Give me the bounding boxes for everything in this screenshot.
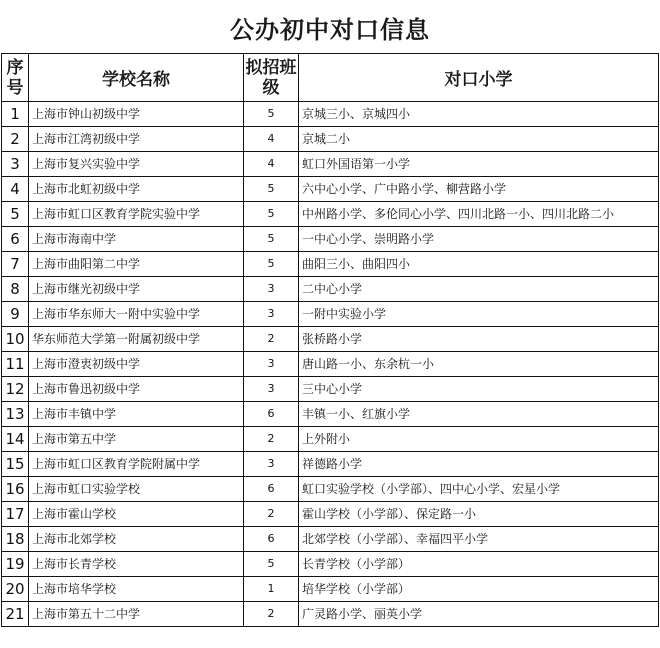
row-school-name: 上海市霍山学校 xyxy=(29,502,244,527)
table-row xyxy=(2,202,659,227)
table-row xyxy=(2,577,659,602)
row-seq: 5 xyxy=(2,202,29,227)
row-planned-classes: 4 xyxy=(244,127,299,152)
row-feeder-primary: 广灵路小学、丽英小学 xyxy=(299,602,659,627)
row-feeder-primary: 虹口外国语第一小学 xyxy=(299,152,659,177)
row-feeder-primary: 虹口实验学校（小学部）、四中心小学、宏星小学 xyxy=(299,477,659,502)
row-planned-classes: 6 xyxy=(244,527,299,552)
row-planned-classes: 1 xyxy=(244,577,299,602)
row-school-name: 上海市第五十二中学 xyxy=(29,602,244,627)
table-row xyxy=(2,102,659,127)
row-school-name: 上海市虹口区教育学院附属中学 xyxy=(29,452,244,477)
row-seq: 8 xyxy=(2,277,29,302)
row-feeder-primary: 京城二小 xyxy=(299,127,659,152)
table-row xyxy=(2,527,659,552)
row-planned-classes: 5 xyxy=(244,227,299,252)
row-feeder-primary: 北郊学校（小学部）、幸福四平小学 xyxy=(299,527,659,552)
row-feeder-primary: 一中心小学、崇明路小学 xyxy=(299,227,659,252)
row-feeder-primary: 张桥路小学 xyxy=(299,327,659,352)
row-seq: 3 xyxy=(2,152,29,177)
table-row xyxy=(2,452,659,477)
row-planned-classes: 3 xyxy=(244,302,299,327)
row-school-name: 上海市曲阳第二中学 xyxy=(29,252,244,277)
table-row xyxy=(2,327,659,352)
row-school-name: 上海市澄衷初级中学 xyxy=(29,352,244,377)
school-table xyxy=(1,53,659,627)
table-row xyxy=(2,402,659,427)
row-seq: 15 xyxy=(2,452,29,477)
table-row xyxy=(2,602,659,627)
row-seq: 11 xyxy=(2,352,29,377)
table-row xyxy=(2,477,659,502)
row-seq: 19 xyxy=(2,552,29,577)
row-planned-classes: 5 xyxy=(244,177,299,202)
row-feeder-primary: 唐山路一小、东余杭一小 xyxy=(299,352,659,377)
row-school-name: 上海市江湾初级中学 xyxy=(29,127,244,152)
row-feeder-primary: 祥德路小学 xyxy=(299,452,659,477)
table-row xyxy=(2,152,659,177)
table-row xyxy=(2,277,659,302)
row-planned-classes: 5 xyxy=(244,102,299,127)
table-row xyxy=(2,427,659,452)
row-feeder-primary: 丰镇一小、红旗小学 xyxy=(299,402,659,427)
row-seq: 4 xyxy=(2,177,29,202)
row-school-name: 上海市北郊学校 xyxy=(29,527,244,552)
row-seq: 13 xyxy=(2,402,29,427)
row-seq: 16 xyxy=(2,477,29,502)
row-school-name: 上海市北虹初级中学 xyxy=(29,177,244,202)
table-row xyxy=(2,502,659,527)
table-row xyxy=(2,302,659,327)
row-planned-classes: 5 xyxy=(244,202,299,227)
row-school-name: 上海市虹口实验学校 xyxy=(29,477,244,502)
table-row xyxy=(2,127,659,152)
row-planned-classes: 2 xyxy=(244,502,299,527)
row-seq: 7 xyxy=(2,252,29,277)
row-school-name: 上海市长青学校 xyxy=(29,552,244,577)
row-planned-classes: 5 xyxy=(244,252,299,277)
row-seq: 9 xyxy=(2,302,29,327)
row-school-name: 上海市丰镇中学 xyxy=(29,402,244,427)
row-seq: 10 xyxy=(2,327,29,352)
row-school-name: 上海市继光初级中学 xyxy=(29,277,244,302)
row-planned-classes: 3 xyxy=(244,452,299,477)
row-school-name: 上海市鲁迅初级中学 xyxy=(29,377,244,402)
row-seq: 6 xyxy=(2,227,29,252)
row-feeder-primary: 京城三小、京城四小 xyxy=(299,102,659,127)
page-title: 公办初中对口信息 xyxy=(230,15,430,44)
row-planned-classes: 6 xyxy=(244,402,299,427)
row-feeder-primary: 一附中实验小学 xyxy=(299,302,659,327)
header-feeder-primary: 对口小学 xyxy=(299,54,659,102)
row-planned-classes: 3 xyxy=(244,277,299,302)
row-planned-classes: 4 xyxy=(244,152,299,177)
row-planned-classes: 5 xyxy=(244,552,299,577)
row-seq: 1 xyxy=(2,102,29,127)
row-feeder-primary: 霍山学校（小学部）、保定路一小 xyxy=(299,502,659,527)
row-planned-classes: 2 xyxy=(244,427,299,452)
row-school-name: 上海市钟山初级中学 xyxy=(29,102,244,127)
row-planned-classes: 2 xyxy=(244,327,299,352)
row-feeder-primary: 六中心小学、广中路小学、柳营路小学 xyxy=(299,177,659,202)
row-seq: 2 xyxy=(2,127,29,152)
table-row xyxy=(2,377,659,402)
row-planned-classes: 3 xyxy=(244,352,299,377)
table-row xyxy=(2,352,659,377)
table-row xyxy=(2,252,659,277)
row-school-name: 上海市海南中学 xyxy=(29,227,244,252)
row-planned-classes: 3 xyxy=(244,377,299,402)
row-school-name: 上海市虹口区教育学院实验中学 xyxy=(29,202,244,227)
row-school-name: 华东师范大学第一附属初级中学 xyxy=(29,327,244,352)
row-seq: 20 xyxy=(2,577,29,602)
row-school-name: 上海市复兴实验中学 xyxy=(29,152,244,177)
table-body xyxy=(2,102,659,627)
row-feeder-primary: 长青学校（小学部） xyxy=(299,552,659,577)
row-feeder-primary: 二中心小学 xyxy=(299,277,659,302)
table-row xyxy=(2,227,659,252)
row-seq: 14 xyxy=(2,427,29,452)
row-feeder-primary: 培华学校（小学部） xyxy=(299,577,659,602)
header-row xyxy=(2,54,659,102)
row-seq: 17 xyxy=(2,502,29,527)
row-school-name: 上海市华东师大一附中实验中学 xyxy=(29,302,244,327)
row-feeder-primary: 三中心小学 xyxy=(299,377,659,402)
row-seq: 12 xyxy=(2,377,29,402)
row-planned-classes: 6 xyxy=(244,477,299,502)
table-row xyxy=(2,177,659,202)
header-seq: 序号 xyxy=(2,54,29,102)
row-school-name: 上海市第五中学 xyxy=(29,427,244,452)
row-seq: 21 xyxy=(2,602,29,627)
row-school-name: 上海市培华学校 xyxy=(29,577,244,602)
row-feeder-primary: 曲阳三小、曲阳四小 xyxy=(299,252,659,277)
header-school-name: 学校名称 xyxy=(29,54,244,102)
table-row xyxy=(2,552,659,577)
header-planned-classes: 拟招班级 xyxy=(244,54,299,102)
row-planned-classes: 2 xyxy=(244,602,299,627)
row-seq: 18 xyxy=(2,527,29,552)
row-feeder-primary: 中州路小学、多伦同心小学、四川北路一小、四川北路二小 xyxy=(299,202,659,227)
row-feeder-primary: 上外附小 xyxy=(299,427,659,452)
